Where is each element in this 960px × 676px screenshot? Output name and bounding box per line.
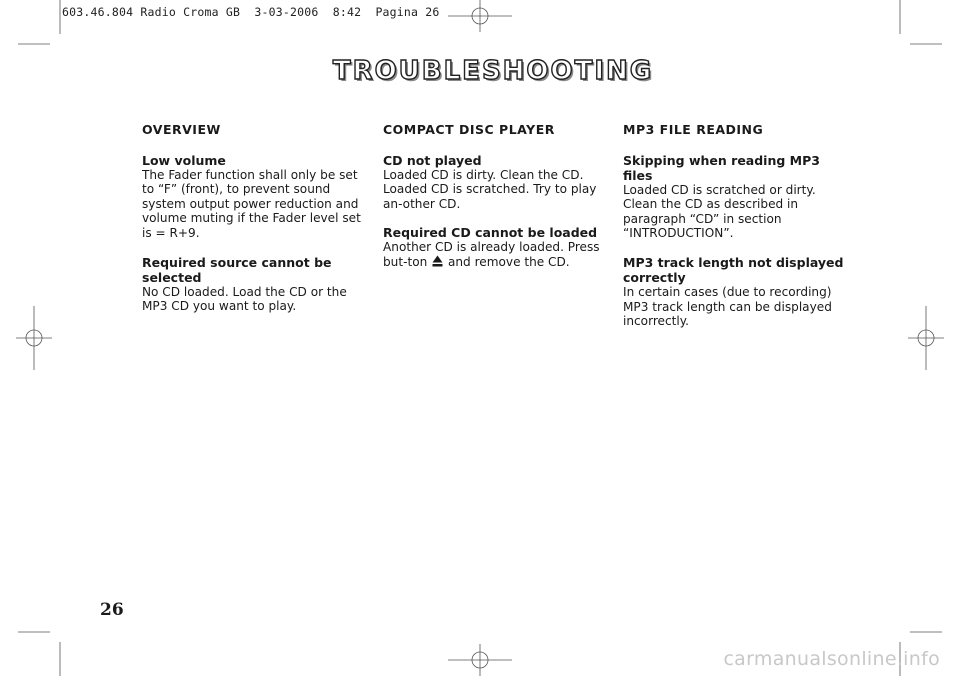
- troubleshooting-item: [623, 153, 851, 241]
- troubleshooting-item: [142, 153, 370, 241]
- item-text: Loaded CD is dirty. Clean the CD. Loaded CD is scratched. Try to play an-other CD.: [383, 167, 597, 211]
- troubleshooting-item: [623, 255, 851, 329]
- item-title: Low volume: [142, 152, 226, 168]
- section-heading: MP3 FILE READING: [623, 122, 764, 137]
- item-title: MP3 track length not displayed correctly: [623, 254, 844, 285]
- page-number: 26: [100, 600, 124, 620]
- column-compact-disc-player: [383, 123, 611, 284]
- troubleshooting-item: [383, 225, 611, 269]
- troubleshooting-item: [142, 255, 370, 314]
- registration-mark-top: [448, 0, 512, 32]
- item-text: The Fader function shall only be set to “F” (front), to prevent sound system output power reduction and volume muting if the Fader level set is = R+9.: [142, 167, 361, 240]
- watermark-link[interactable]: carmanualsonline.info: [723, 648, 940, 670]
- section-heading: COMPACT DISC PLAYER: [383, 122, 555, 137]
- item-text: No CD loaded. Load the CD or the MP3 CD you want to play.: [142, 284, 347, 314]
- item-text: In certain cases (due to recording) MP3 track length can be displayed incorrectly.: [623, 284, 832, 329]
- troubleshooting-item: [383, 153, 611, 212]
- item-title: CD not played: [383, 152, 482, 168]
- item-title: Required CD cannot be loaded: [383, 225, 598, 241]
- item-title: Skipping when reading MP3 files: [623, 152, 820, 183]
- item-text-before: Another CD is already loaded. Press but-ton: [383, 240, 600, 269]
- item-text: [383, 240, 611, 269]
- item-title: Required source cannot be selected: [142, 254, 332, 285]
- column-mp3-file-reading: [623, 123, 851, 343]
- item-text: Loaded CD is scratched or dirty. Clean the CD as described in paragraph “CD” in section “INTRODUCTION”.: [623, 182, 816, 241]
- section-heading: OVERVIEW: [142, 122, 221, 137]
- eject-icon: [432, 255, 443, 267]
- page-title: TROUBLESHOOTING: [332, 56, 654, 86]
- item-text-after: and remove the CD.: [447, 254, 570, 269]
- print-slug: 603.46.804 Radio Croma GB 3-03-2006 8:42 Pagina 26: [62, 5, 440, 19]
- column-overview: [142, 123, 370, 328]
- registration-mark-right: [908, 306, 944, 370]
- registration-mark-bottom: [448, 644, 512, 676]
- registration-mark-left: [16, 306, 52, 370]
